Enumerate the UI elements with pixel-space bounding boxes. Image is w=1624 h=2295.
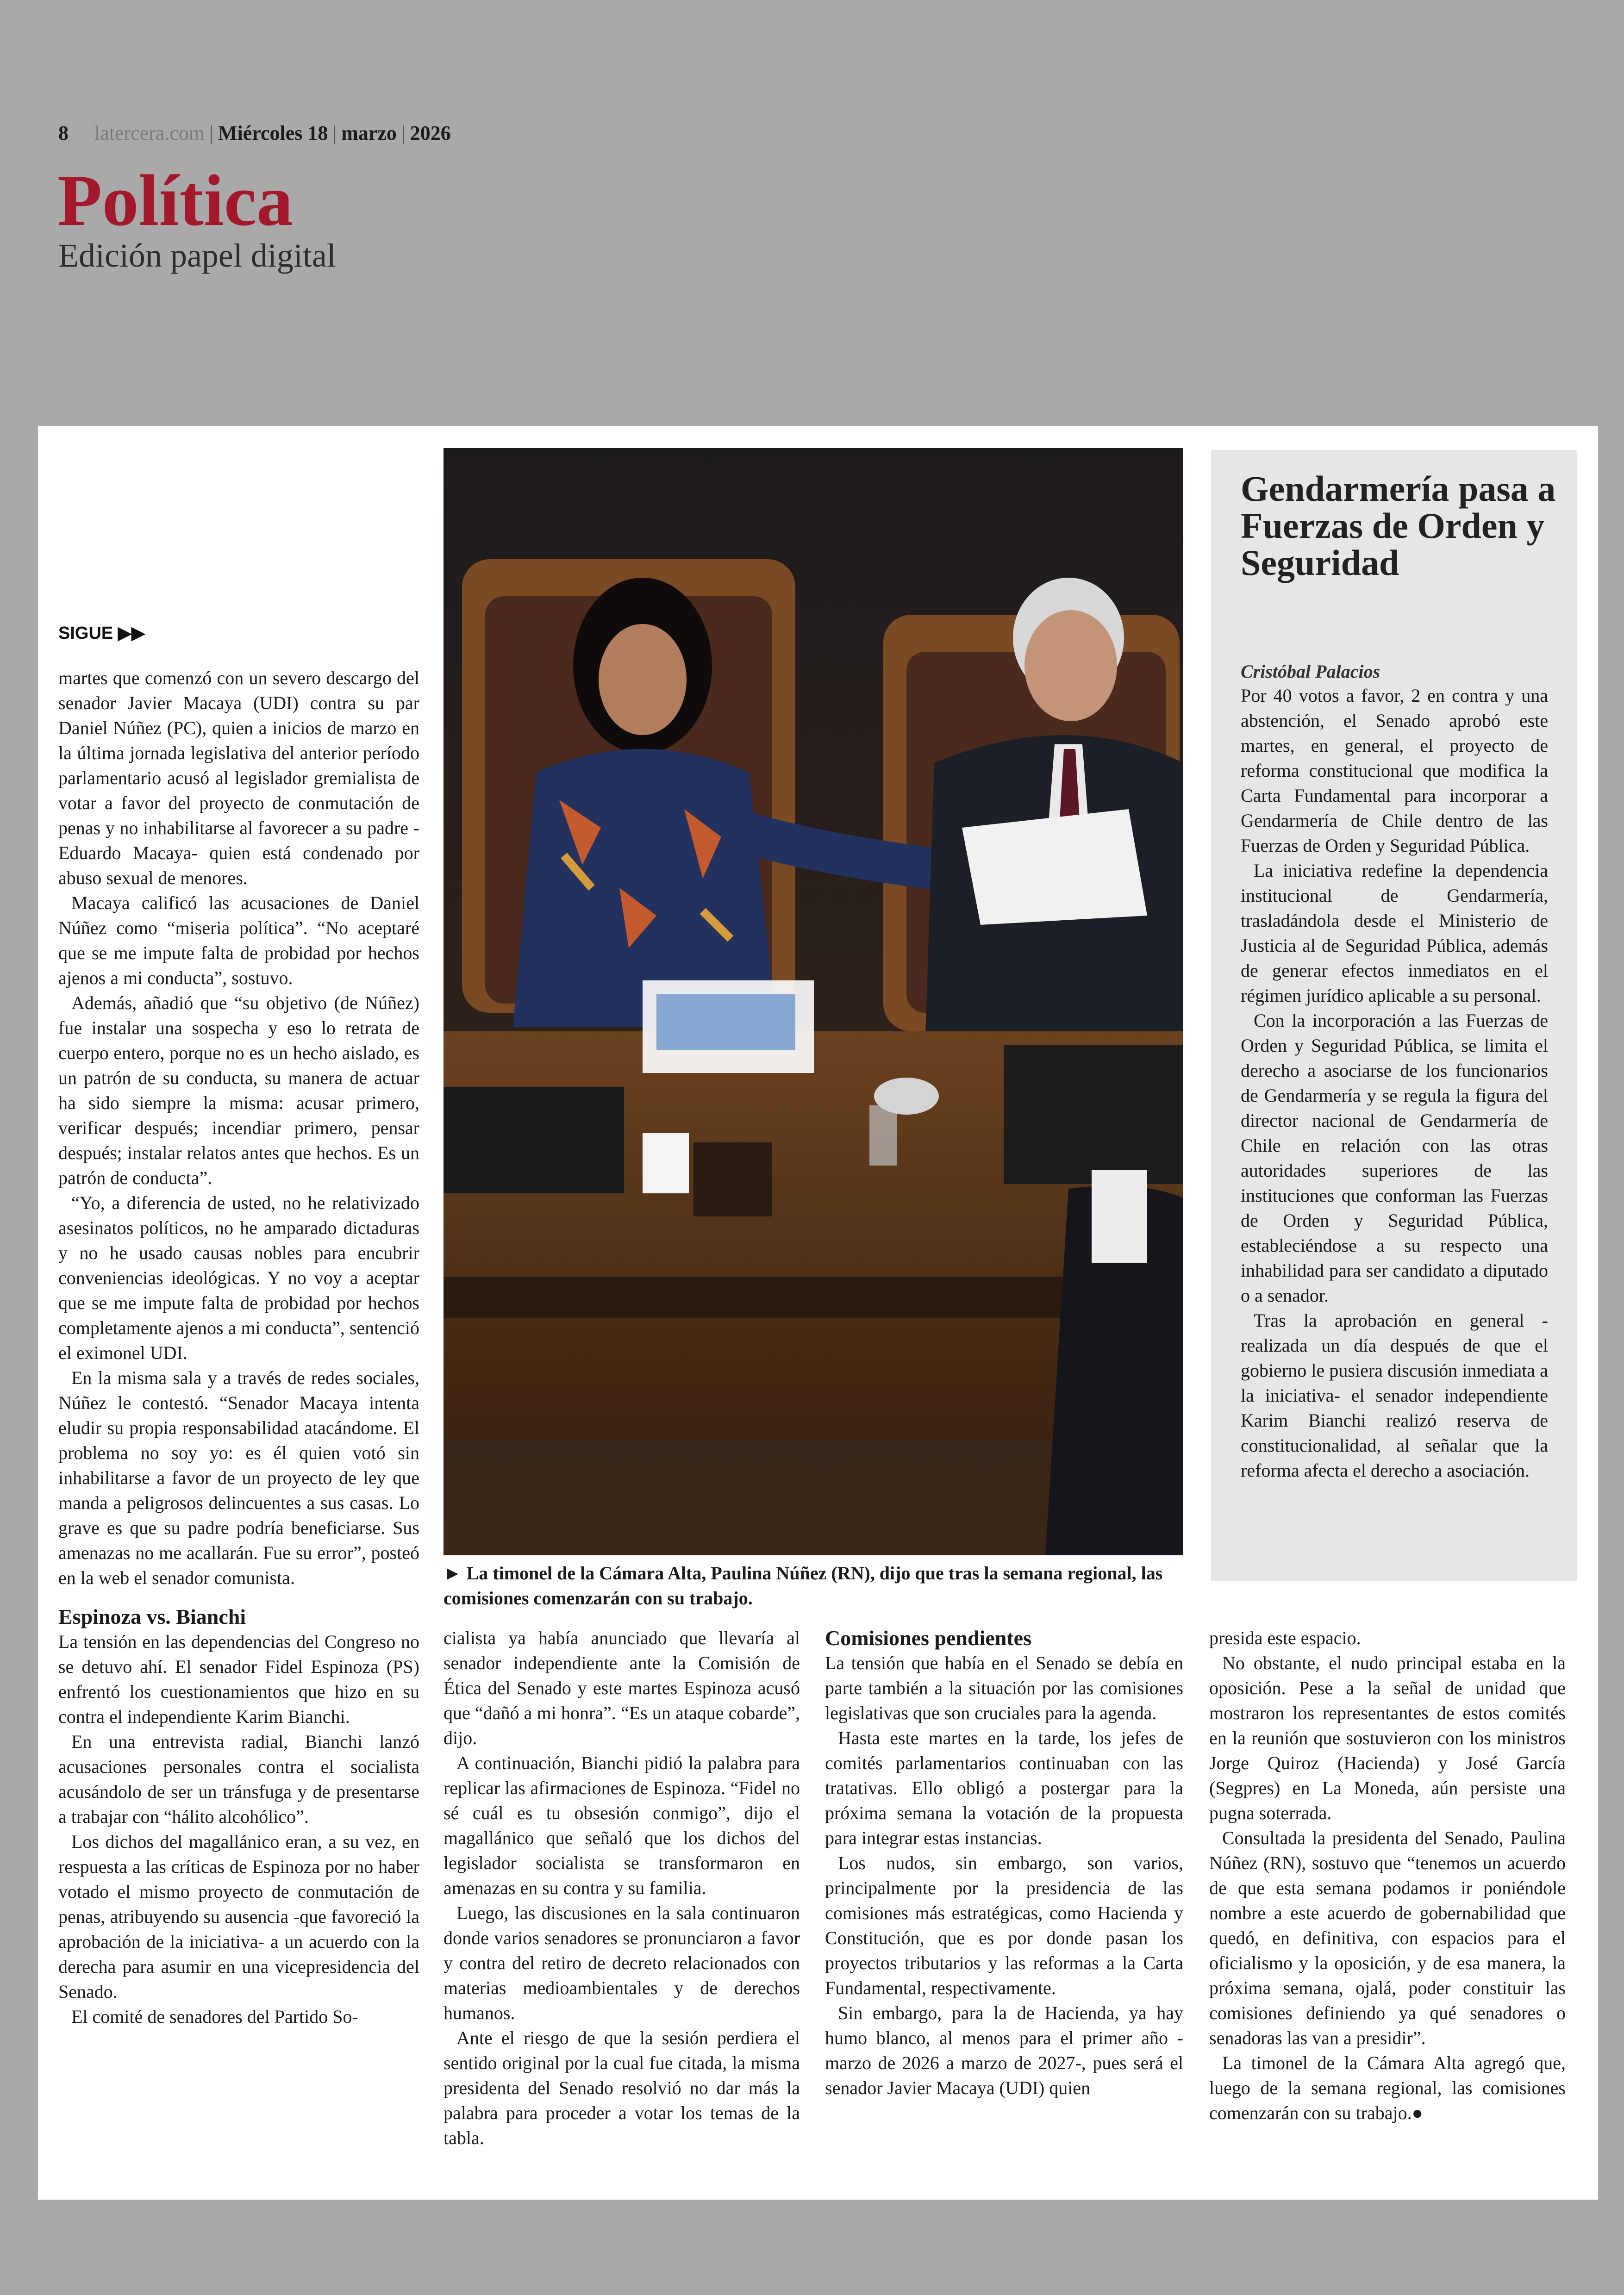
paragraph: Sin embargo, para la de Hacienda, ya hay humo blanco, al menos para el primer año -marzo de 2026 a marzo de 2027-, pues será el senador Javier Macaya (UDI) quien	[825, 2002, 1183, 2098]
paragraph: La tensión que había en el Senado se debía en parte también a la situación por las comisiones legislativas que son cruciales para la agenda.	[825, 1653, 1183, 1723]
paragraph: “Yo, a diferencia de usted, no he relativizado asesinatos políticos, no he amparado dictaduras y no he usado causas nobles para encubrir conveniencias ideológicas. Y no voy a aceptar que se me impute falta de probidad por hechos completamente ajenos a mi conducta”, sentenció el eximonel UDI.	[58, 1192, 419, 1363]
date-month: marzo	[341, 122, 397, 144]
subhead-espinoza-bianchi: Espinoza vs. Bianchi	[58, 1605, 246, 1628]
article-column-2	[443, 1626, 800, 2151]
photo-caption: ► La timonel de la Cámara Alta, Paulina Núñez (RN), dijo que tras la semana regional, las comisiones comenzarán con su trabajo.	[443, 1563, 1163, 1609]
paragraph: En una entrevista radial, Bianchi lanzó acusaciones personales contra el socialista acusándolo de ser un tránsfuga y de presentarse a trabajar con “hálito alcohólico”.	[58, 1731, 419, 1827]
paragraph: Los nudos, sin embargo, son varios, principalmente por la presidencia de las comisiones más estratégicas, como Hacienda y Constitución, que es por donde pasan los proyectos tributarios y las reformas a la Carta Fundamental, respectivamente.	[825, 1852, 1183, 1998]
paragraph: Por 40 votos a favor, 2 en contra y una abstención, el Senado aprobó este martes, en general, el proyecto de reforma constitucional que modifica la Carta Fundamental para incorporar a Gendarmería de Chile dentro de las Fuerzas de Orden y Seguridad Pública.	[1241, 685, 1548, 856]
paragraph: presida este espacio.	[1209, 1628, 1361, 1648]
paragraph: Los dichos del magallánico eran, a su vez, en respuesta a las críticas de Espinoza por no haber votado el mismo proyecto de conmutación de penas, atribuyendo su ausencia -que favoreció la aprobación de la iniciativa- a un acuerdo con la derecha para asumir en una vicepresidencia del Senado.	[58, 1831, 419, 2002]
sidebar-body	[1241, 683, 1548, 1483]
section-title: Política	[57, 160, 293, 241]
paragraph: martes que comenzó con un severo descargo del senador Javier Macaya (UDI) contra su par Daniel Núñez (PC), quien a inicios de marzo en la última jornada legislativa del anterior período parlamentario acusó al legislador gremialista de votar a favor del proyecto de conmutación de penas y no inhabilitarse al favorecer a su padre -Eduardo Macaya- quien está condenado por abuso sexual de menores.	[58, 667, 419, 888]
article-column-4	[1209, 1626, 1566, 2126]
subhead-comisiones-pendientes: Comisiones pendientes	[825, 1626, 1031, 1650]
paragraph: Luego, las discusiones en la sala continuaron donde varios senadores se pronunciaron a favor y contra del retiro de decreto relacionados con materias medioambientales y de derechos humanos.	[443, 1902, 800, 2023]
paragraph: La timonel de la Cámara Alta agregó que, luego de la semana regional, las comisiones comenzarán con su trabajo.●	[1209, 2052, 1566, 2123]
masthead-line: 8 latercera.com | Miércoles 18 | marzo | 2026	[58, 122, 451, 144]
paragraph: Macaya calificó las acusaciones de Daniel Núñez como “miseria política”. “No aceptaré que se me impute falta de probidad por hechos ajenos a mi conducta”, sostuvo.	[58, 892, 419, 988]
senate-photo-illustration	[443, 448, 1183, 1555]
edition-subtitle: Edición papel digital	[58, 237, 336, 274]
paragraph: A continuación, Bianchi pidió la palabra para replicar las afirmaciones de Espinoza. “Fidel no sé cuál es tu obsesión conmigo”, dijo el magallánico que señaló que los dichos del legislador socialista se transformaron en amenazas en su contra y su familia.	[443, 1752, 800, 1898]
paragraph: No obstante, el nudo principal estaba en la oposición. Pese a la señal de unidad que mostraron los representantes de estos comités en la reunión que sostuvieron con los ministros Jorge Quiroz (Hacienda) y José García (Segpres) en La Moneda, aún persiste una pugna soterrada.	[1209, 1653, 1566, 1823]
senate-photo	[443, 448, 1183, 1555]
sidebar-title: Gendarmería pasa a Fuerzas de Orden y Seguridad	[1241, 468, 1556, 583]
paragraph: El comité de senadores del Partido So-	[71, 2006, 358, 2027]
sidebar-byline: Cristóbal Palacios	[1241, 661, 1380, 682]
paragraph: cialista ya había anunciado que llevaría al senador independiente ante la Comisión de Ética del Senado y este martes Espinoza acusó que “dañó a mi honra”. “Es un ataque cobarde”, dijo.	[443, 1628, 800, 1748]
paragraph: Consultada la presidenta del Senado, Paulina Núñez (RN), sostuvo que “tenemos un acuerdo de que esta semana podamos ir poniéndole nombre a este acuerdo de gobernabilidad que quedó, en definitiva, con espacios para el oficialismo y la oposición, y de esa manera, la próxima semana, ojalá, poder constituir las comisiones definiendo ya qué senadores o senadoras las van a presidir”.	[1209, 1827, 1566, 2048]
paragraph: Con la incorporación a las Fuerzas de Orden y Seguridad Pública, se limita el derecho a asociarse de los funcionarios de Gendarmería y se regula la figura del director nacional de Gendarmería de Chile en relación con las otras autoridades superiores de las instituciones que conforman las Fuerzas de Orden y Seguridad Pública, estableciéndose a su respecto una inhabilidad para ser candidato a diputado o a senador.	[1241, 1010, 1548, 1306]
date-year: 2026	[410, 122, 451, 144]
newspaper-page	[38, 426, 1598, 2200]
paragraph: Tras la aprobación en general -realizada un día después de que el gobierno le pusiera discusión inmediata a la iniciativa- el senador independiente Karim Bianchi realizó reserva de constitucionalidad, al señalar que la reforma afecta el derecho a asociación.	[1241, 1310, 1548, 1481]
paragraph: En la misma sala y a través de redes sociales, Núñez le contestó. “Senador Macaya intenta eludir su propia responsabilidad atacándome. El problema no soy yo: es él quien votó sin inhabilitarse a favor de un proyecto de ley que manda a peligrosos delincuentes a sus casas. Lo grave es que su padre podría beneficiarse. Sus amenazas no me acallarán. Fue su error”, posteó en la web el senador comunista.	[58, 1367, 419, 1588]
sidebar-box	[1211, 450, 1577, 1581]
paragraph: Ante el riesgo de que la sesión perdiera el sentido original por la cual fue citada, la misma presidenta del Senado resolvió no dar más la palabra para proceder a votar los temas de la tabla.	[443, 2027, 800, 2148]
continued-marker: SIGUE ▶▶	[58, 624, 145, 643]
article-column-3	[825, 1626, 1183, 2101]
paragraph: Además, añadió que “su objetivo (de Núñez) fue instalar una sospecha y eso lo retrata de cuerpo entero, porque no es un hecho aislado, es un patrón de su conducta, su manera de actuar ha sido siempre la misma: acusar primero, verificar después; incendiar primero, pensar después; instalar relatos antes que hechos. Es un patrón de conducta”.	[58, 992, 419, 1188]
paragraph: La tensión en las dependencias del Congreso no se detuvo ahí. El senador Fidel Espinoza (PS) enfrentó los cuestionamientos que hizo en su contra el independiente Karim Bianchi.	[58, 1631, 419, 1727]
paragraph: Hasta este martes en la tarde, los jefes de comités parlamentarios continuaban con las tratativas. Ello obligó a postergar para la próxima semana la votación de la propuesta para integrar estas instancias.	[825, 1727, 1183, 1848]
article-column-1	[58, 666, 419, 2029]
page-number: 8	[58, 122, 69, 144]
site-name[interactable]: latercera.com	[94, 122, 205, 144]
paragraph: La iniciativa redefine la dependencia institucional de Gendarmería, trasladándola desde el Ministerio de Justicia al de Seguridad Pública, además de generar efectos inmediatos en el régimen jurídico aplicable a su personal.	[1241, 860, 1548, 1006]
date-day: Miércoles 18	[218, 122, 328, 144]
